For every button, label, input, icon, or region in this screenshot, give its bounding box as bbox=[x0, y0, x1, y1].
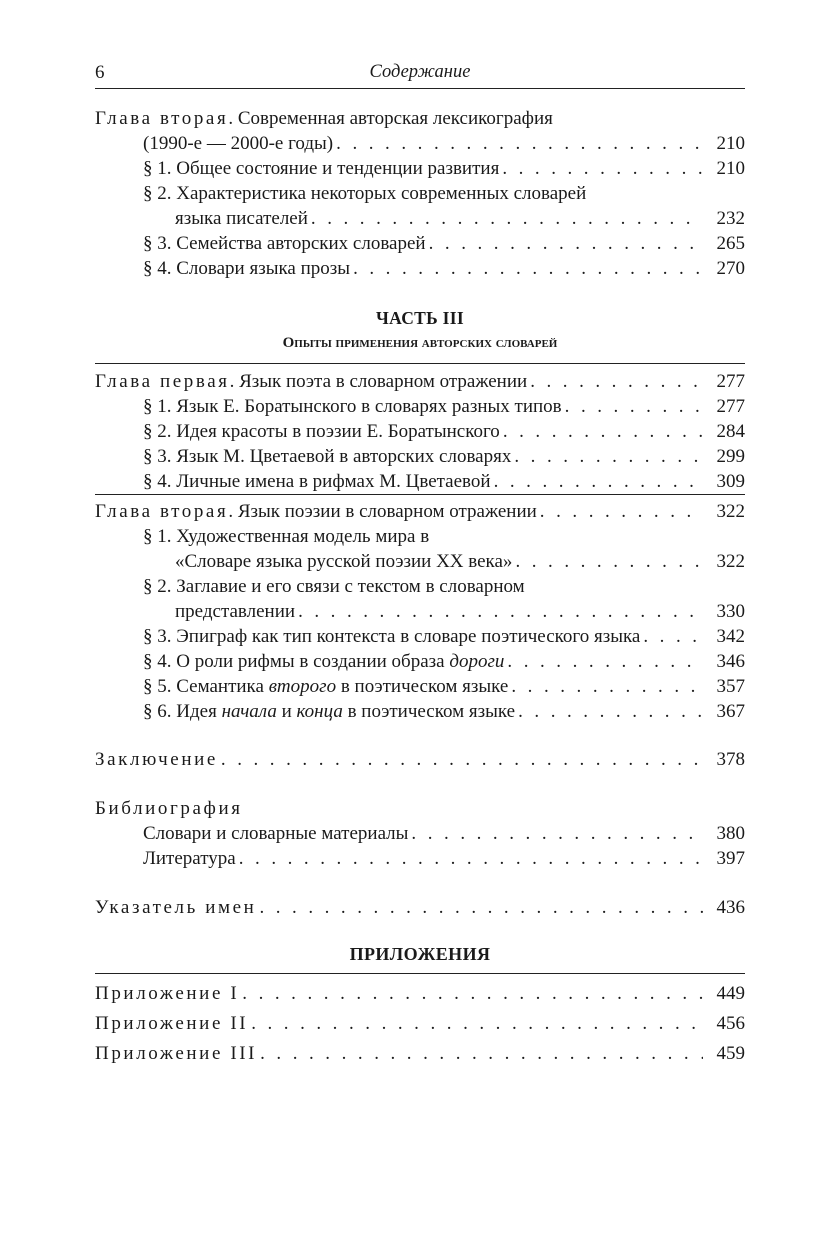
toc-page-number: 277 bbox=[716, 396, 745, 417]
toc-entry[interactable] bbox=[95, 700, 745, 724]
leader-dots bbox=[426, 232, 703, 256]
toc-entry-line bbox=[95, 575, 745, 599]
toc-appendix-entry[interactable] bbox=[95, 1012, 745, 1036]
toc-entry-title: § 3. Эпиграф как тип контекста в словаре поэтического языка bbox=[143, 626, 641, 647]
toc-entry-title: § 4. О роли рифмы в создании образа bbox=[143, 651, 450, 672]
toc-page-number: 277 bbox=[716, 371, 745, 392]
toc-entry-title: § 6. Идея bbox=[143, 701, 222, 722]
toc-page-number: 346 bbox=[716, 651, 745, 672]
toc-entry-title: Литература bbox=[143, 848, 236, 869]
toc-entry-title-mid: и bbox=[276, 701, 297, 722]
toc-page-number: 284 bbox=[716, 421, 745, 442]
leader-dots bbox=[504, 650, 703, 674]
running-header bbox=[95, 58, 745, 89]
leader-dots bbox=[308, 207, 703, 231]
leader-dots bbox=[562, 395, 703, 419]
section-divider bbox=[95, 494, 745, 495]
leader-dots bbox=[350, 257, 703, 281]
toc-entry-title: § 1. Художественная модель мира в bbox=[143, 526, 430, 547]
toc-entry[interactable] bbox=[95, 157, 745, 181]
section-divider bbox=[95, 363, 745, 364]
toc-entry-title: языка писателей bbox=[175, 208, 308, 229]
toc-page-number: 397 bbox=[716, 848, 745, 869]
toc-page-number: 309 bbox=[716, 471, 745, 492]
toc-entry-emphasis: дороги bbox=[449, 651, 505, 672]
part-title: ЧАСТЬ III bbox=[376, 308, 464, 328]
toc-page-number: 367 bbox=[716, 701, 745, 722]
toc-page-number: 449 bbox=[716, 983, 745, 1004]
toc-entry-title: «Словаре языка русской поэзии XX века» bbox=[175, 551, 513, 572]
toc-bibliography-heading bbox=[95, 797, 745, 821]
toc-entry-title: § 3. Семейства авторских словарей bbox=[143, 233, 426, 254]
toc-entry[interactable] bbox=[95, 675, 745, 699]
toc-chapter-entry[interactable] bbox=[95, 370, 745, 394]
toc-entry-title: (1990-е — 2000-е годы) bbox=[143, 133, 334, 154]
toc-appendix-entry[interactable] bbox=[95, 982, 745, 1006]
toc-entry-title: представлении bbox=[175, 601, 296, 622]
leader-dots bbox=[408, 822, 703, 846]
leader-dots bbox=[500, 420, 703, 444]
toc-entry-title: § 1. Язык Е. Боратынского в словарях разных типов bbox=[143, 396, 562, 417]
leader-dots bbox=[515, 700, 703, 724]
toc-page-number: 322 bbox=[716, 501, 745, 522]
toc-entry-title: § 3. Язык М. Цветаевой в авторских словарях bbox=[143, 446, 512, 467]
toc-entry-title: Словари и словарные материалы bbox=[143, 823, 409, 844]
section-divider bbox=[95, 973, 745, 974]
toc-page-number: 322 bbox=[716, 551, 745, 572]
toc-entry[interactable] bbox=[95, 445, 745, 469]
toc-page-number: 459 bbox=[716, 1043, 745, 1064]
toc-entry-title: § 5. Семантика bbox=[143, 676, 269, 697]
leader-dots bbox=[239, 982, 703, 1006]
toc-entry-title-end: в поэтическом языке bbox=[342, 701, 516, 722]
toc-entry-emphasis: начала bbox=[221, 701, 277, 722]
toc-page-number: 330 bbox=[716, 601, 745, 622]
leader-dots bbox=[248, 1012, 703, 1036]
toc-entry-title-end: в поэтическом языке bbox=[336, 676, 509, 697]
toc-entry[interactable] bbox=[95, 207, 745, 231]
toc-entry[interactable] bbox=[95, 132, 745, 156]
toc-entry[interactable] bbox=[95, 847, 745, 871]
toc-entry-title: § 2. Характеристика некоторых современных словарей bbox=[143, 183, 587, 204]
leader-dots bbox=[527, 370, 703, 394]
toc-entry-title: § 4. Личные имена в рифмах М. Цветаевой bbox=[143, 471, 491, 492]
toc-page-number: 299 bbox=[716, 446, 745, 467]
leader-dots bbox=[512, 550, 703, 574]
toc-page-number: 380 bbox=[716, 823, 745, 844]
toc-page-number: 378 bbox=[716, 749, 745, 770]
leader-dots bbox=[236, 847, 703, 871]
toc-entry[interactable] bbox=[95, 232, 745, 256]
toc-entry-title: Приложение II bbox=[95, 1013, 249, 1034]
leader-dots bbox=[640, 625, 703, 649]
toc-entry[interactable] bbox=[95, 600, 745, 624]
toc-page-number: 265 bbox=[716, 233, 745, 254]
leader-dots bbox=[511, 445, 703, 469]
toc-page-number: 357 bbox=[716, 676, 745, 697]
toc-entry[interactable] bbox=[95, 625, 745, 649]
page-number: 6 bbox=[95, 62, 105, 83]
part-subtitle: Опыты применения авторских словарей bbox=[282, 335, 558, 351]
toc-entry-emphasis: второго bbox=[268, 676, 337, 697]
chapter-title: . Язык поэзии в словарном отражении bbox=[228, 501, 537, 522]
toc-page-number: 456 bbox=[716, 1013, 745, 1034]
leader-dots bbox=[333, 132, 703, 156]
toc-entry-title: § 2. Заглавие и его связи с текстом в словарном bbox=[143, 576, 525, 597]
toc-chapter-entry[interactable] bbox=[95, 500, 745, 524]
toc-page-number: 342 bbox=[716, 626, 745, 647]
running-title: Содержание bbox=[369, 62, 471, 82]
leader-dots bbox=[218, 748, 703, 772]
toc-entry[interactable] bbox=[95, 420, 745, 444]
leader-dots bbox=[508, 675, 703, 699]
toc-entry[interactable] bbox=[95, 470, 745, 494]
toc-page-number: 270 bbox=[716, 258, 745, 279]
toc-entry[interactable] bbox=[95, 650, 745, 674]
toc-entry-title: § 2. Идея красоты в поэзии Е. Боратынского bbox=[143, 421, 500, 442]
toc-entry-title: § 1. Общее состояние и тенденции развития bbox=[143, 158, 500, 179]
toc-page-number: 210 bbox=[716, 158, 745, 179]
toc-entry[interactable] bbox=[95, 395, 745, 419]
toc-index-entry[interactable] bbox=[95, 896, 745, 920]
toc-entry-title: Библиография bbox=[95, 798, 243, 819]
toc-page-number: 436 bbox=[716, 897, 745, 918]
toc-entry-line bbox=[95, 182, 745, 206]
toc-page-number: 210 bbox=[716, 133, 745, 154]
chapter-title: . Язык поэта в словарном отражении bbox=[229, 371, 528, 392]
toc-entry-line bbox=[95, 525, 745, 549]
toc-entry-title: Заключение bbox=[95, 749, 218, 770]
toc-appendix-entry[interactable] bbox=[95, 1042, 745, 1066]
toc-page-number: 232 bbox=[716, 208, 745, 229]
leader-dots bbox=[537, 500, 703, 524]
chapter-label: Глава первая bbox=[95, 371, 230, 392]
appendices-title: ПРИЛОЖЕНИЯ bbox=[349, 944, 491, 964]
toc-entry[interactable] bbox=[95, 257, 745, 281]
chapter-title: . Современная авторская лексикография bbox=[228, 108, 553, 129]
leader-dots bbox=[491, 470, 703, 494]
toc-entry-title: Приложение I bbox=[95, 983, 240, 1004]
chapter-label: Глава вторая bbox=[95, 108, 229, 129]
leader-dots bbox=[257, 1042, 703, 1066]
toc-conclusion-entry[interactable] bbox=[95, 748, 745, 772]
toc-entry-emphasis: конца bbox=[296, 701, 343, 722]
toc-entry-title: Указатель имен bbox=[95, 897, 257, 918]
leader-dots bbox=[295, 600, 703, 624]
leader-dots bbox=[499, 157, 703, 181]
toc-entry-title: § 4. Словари языка прозы bbox=[143, 258, 351, 279]
toc-entry-title: Приложение III bbox=[95, 1043, 258, 1064]
toc-entry[interactable] bbox=[95, 822, 745, 846]
chapter-label: Глава вторая bbox=[95, 501, 229, 522]
toc-chapter-title bbox=[95, 107, 745, 131]
toc-entry[interactable] bbox=[95, 550, 745, 574]
leader-dots bbox=[256, 896, 703, 920]
